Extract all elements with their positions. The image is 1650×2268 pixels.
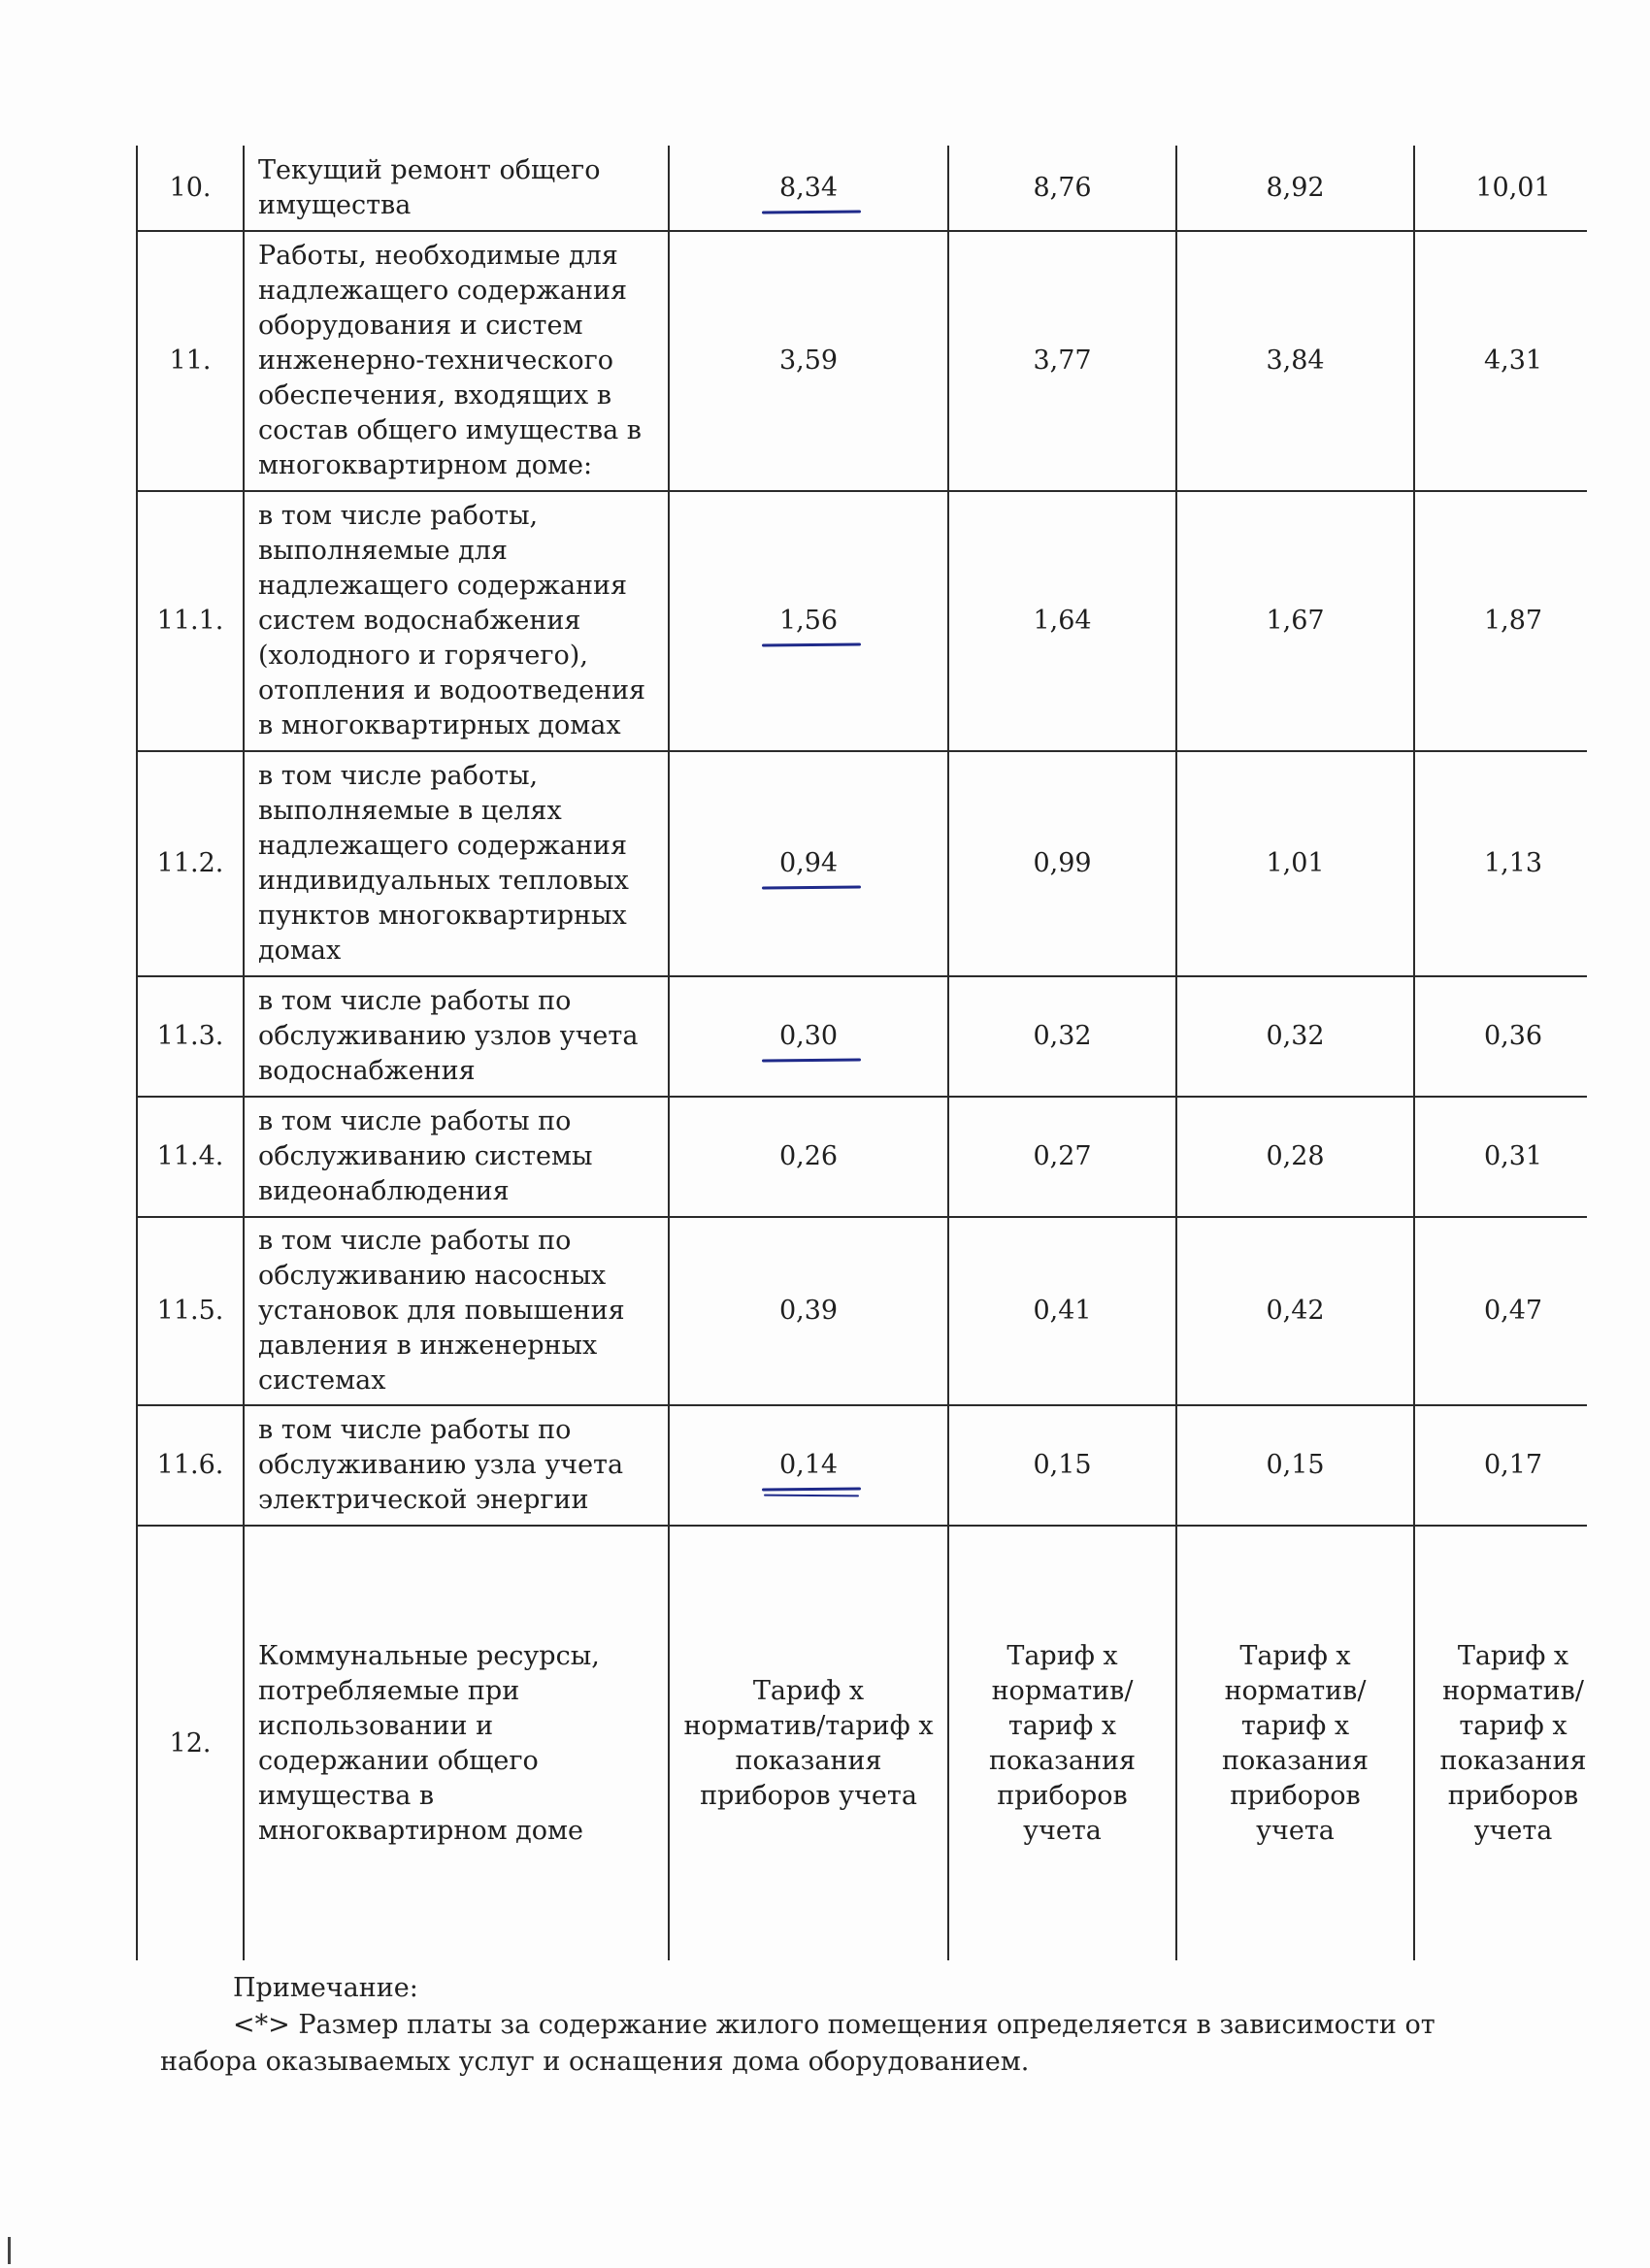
row-description: Текущий ремонт общего имущества bbox=[244, 146, 669, 231]
row-number: 11.1. bbox=[137, 491, 244, 751]
value-cell-col3: 8,92 bbox=[1176, 146, 1414, 231]
value-cell-col2: 0,32 bbox=[948, 976, 1176, 1097]
row-description: в том числе работы, выполняемые в целях надлежащего содержания индивидуальных тепловых пунктов многоквартирных домах bbox=[244, 751, 669, 976]
value-cell-col1: 0,26 bbox=[669, 1097, 948, 1217]
row-description: Коммунальные ресурсы, потребляемые при использовании и содержании общего имущества в многоквартирном доме bbox=[244, 1526, 669, 1960]
value-cell-col4: 0,36 bbox=[1414, 976, 1587, 1097]
table-row bbox=[137, 1526, 1587, 1960]
row-number: 11.6. bbox=[137, 1405, 244, 1526]
value-cell-col1 bbox=[669, 146, 948, 231]
value-cell-col2: 0,41 bbox=[948, 1217, 1176, 1405]
row-description: в том числе работы по обслуживанию насосных установок для повышения давления в инженерных системах bbox=[244, 1217, 669, 1405]
value-cell-col1: Тариф х норматив/тариф х показания приборов учета bbox=[669, 1526, 948, 1960]
row-number: 10. bbox=[137, 146, 244, 231]
table-row bbox=[137, 976, 1587, 1097]
footnote-text: <*> Размер платы за содержание жилого помещения определяется в зависимости от набора оказываемых услуг и оснащения дома оборудованием. bbox=[160, 2010, 1436, 2077]
value-cell-col3: 1,01 bbox=[1176, 751, 1414, 976]
value-cell-col4: 10,01 bbox=[1414, 146, 1587, 231]
value-cell-col1 bbox=[669, 491, 948, 751]
value-cell-col4: 4,31 bbox=[1414, 231, 1587, 491]
row-number: 11.4. bbox=[137, 1097, 244, 1217]
value-cell-col3: 0,32 bbox=[1176, 976, 1414, 1097]
value-cell-col4: 1,87 bbox=[1414, 491, 1587, 751]
row-number: 12. bbox=[137, 1526, 244, 1960]
footnote bbox=[160, 1970, 1519, 2081]
row-description: в том числе работы по обслуживанию узлов учета водоснабжения bbox=[244, 976, 669, 1097]
row-number: 11.5. bbox=[137, 1217, 244, 1405]
pen-underlined-value: 0,14 bbox=[774, 1448, 843, 1483]
value-cell-col4: 0,31 bbox=[1414, 1097, 1587, 1217]
value-cell-col3: 0,42 bbox=[1176, 1217, 1414, 1405]
pen-underlined-value: 8,34 bbox=[774, 171, 843, 206]
value-cell-col3: 0,15 bbox=[1176, 1405, 1414, 1526]
value-cell-col1 bbox=[669, 976, 948, 1097]
table-row bbox=[137, 491, 1587, 751]
value-cell-col4: 0,17 bbox=[1414, 1405, 1587, 1526]
tariff-table-body bbox=[137, 146, 1587, 1960]
value-cell-col2: 1,64 bbox=[948, 491, 1176, 751]
row-description: в том числе работы по обслуживанию системы видеонаблюдения bbox=[244, 1097, 669, 1217]
row-number: 11.3. bbox=[137, 976, 244, 1097]
pen-underlined-value: 0,30 bbox=[774, 1019, 843, 1054]
value-cell-col2: Тариф х норматив/тариф х показания приборов учета bbox=[948, 1526, 1176, 1960]
scan-edge-mark bbox=[8, 2237, 11, 2264]
table-row bbox=[137, 1097, 1587, 1217]
value-cell-col1: 0,39 bbox=[669, 1217, 948, 1405]
value-cell-col3: 1,67 bbox=[1176, 491, 1414, 751]
footnote-title: Примечание: bbox=[233, 1973, 418, 2003]
row-description: Работы, необходимые для надлежащего содержания оборудования и систем инженерно-технического обеспечения, входящих в состав общего имущества в многоквартирном доме: bbox=[244, 231, 669, 491]
row-description: в том числе работы по обслуживанию узла учета электрической энергии bbox=[244, 1405, 669, 1526]
value-cell-col1 bbox=[669, 751, 948, 976]
value-cell-col1 bbox=[669, 1405, 948, 1526]
value-cell-col2: 8,76 bbox=[948, 146, 1176, 231]
value-cell-col4: 1,13 bbox=[1414, 751, 1587, 976]
table-row bbox=[137, 1405, 1587, 1526]
pen-underlined-value: 1,56 bbox=[774, 604, 843, 639]
value-cell-col4: Тариф х норматив/тариф х показания приборов учета bbox=[1414, 1526, 1587, 1960]
value-cell-col4: 0,47 bbox=[1414, 1217, 1587, 1405]
tariff-table-wrapper bbox=[136, 146, 1587, 1960]
row-number: 11. bbox=[137, 231, 244, 491]
value-cell-col2: 0,15 bbox=[948, 1405, 1176, 1526]
value-cell-col3: Тариф х норматив/тариф х показания приборов учета bbox=[1176, 1526, 1414, 1960]
value-cell-col2: 0,99 bbox=[948, 751, 1176, 976]
value-cell-col2: 0,27 bbox=[948, 1097, 1176, 1217]
value-cell-col2: 3,77 bbox=[948, 231, 1176, 491]
table-row bbox=[137, 231, 1587, 491]
table-row bbox=[137, 1217, 1587, 1405]
value-cell-col1: 3,59 bbox=[669, 231, 948, 491]
pen-underlined-value: 0,94 bbox=[774, 846, 843, 881]
row-number: 11.2. bbox=[137, 751, 244, 976]
value-cell-col3: 0,28 bbox=[1176, 1097, 1414, 1217]
table-row bbox=[137, 146, 1587, 231]
table-row bbox=[137, 751, 1587, 976]
row-description: в том числе работы, выполняемые для надлежащего содержания систем водоснабжения (холодного и горячего), отопления и водоотведения в многоквартирных домах bbox=[244, 491, 669, 751]
value-cell-col3: 3,84 bbox=[1176, 231, 1414, 491]
tariff-table bbox=[136, 146, 1587, 1960]
